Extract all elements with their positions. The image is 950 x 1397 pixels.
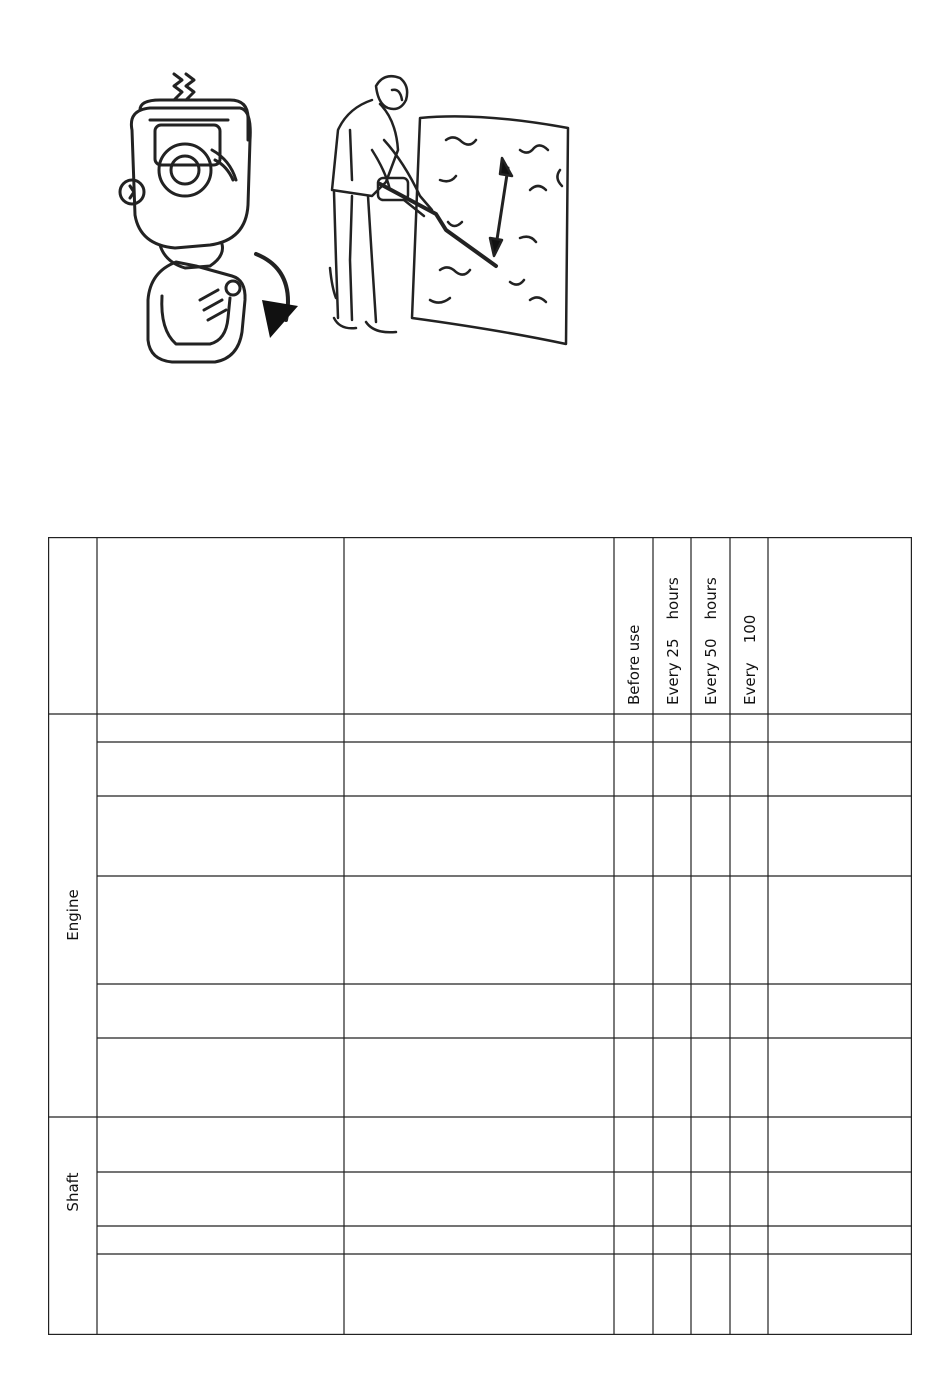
header-every-50-hours: Every 50 hours (702, 577, 720, 705)
rotation-arrow-head (262, 300, 298, 338)
header-before-use: Before use (625, 624, 643, 705)
operator-trimming-hedge-image (330, 76, 568, 344)
usage-illustrations (0, 0, 950, 420)
table-grid (48, 537, 912, 1335)
header-every-100: Every 100 (741, 614, 759, 705)
group-label-shaft: Shaft (64, 1172, 82, 1212)
header-every-25-hours: Every 25 hours (664, 577, 682, 705)
maintenance-schedule-table (48, 537, 912, 1335)
group-label-engine: Engine (64, 889, 82, 941)
hedge-trimmer-rotating-handle-image (120, 74, 288, 362)
